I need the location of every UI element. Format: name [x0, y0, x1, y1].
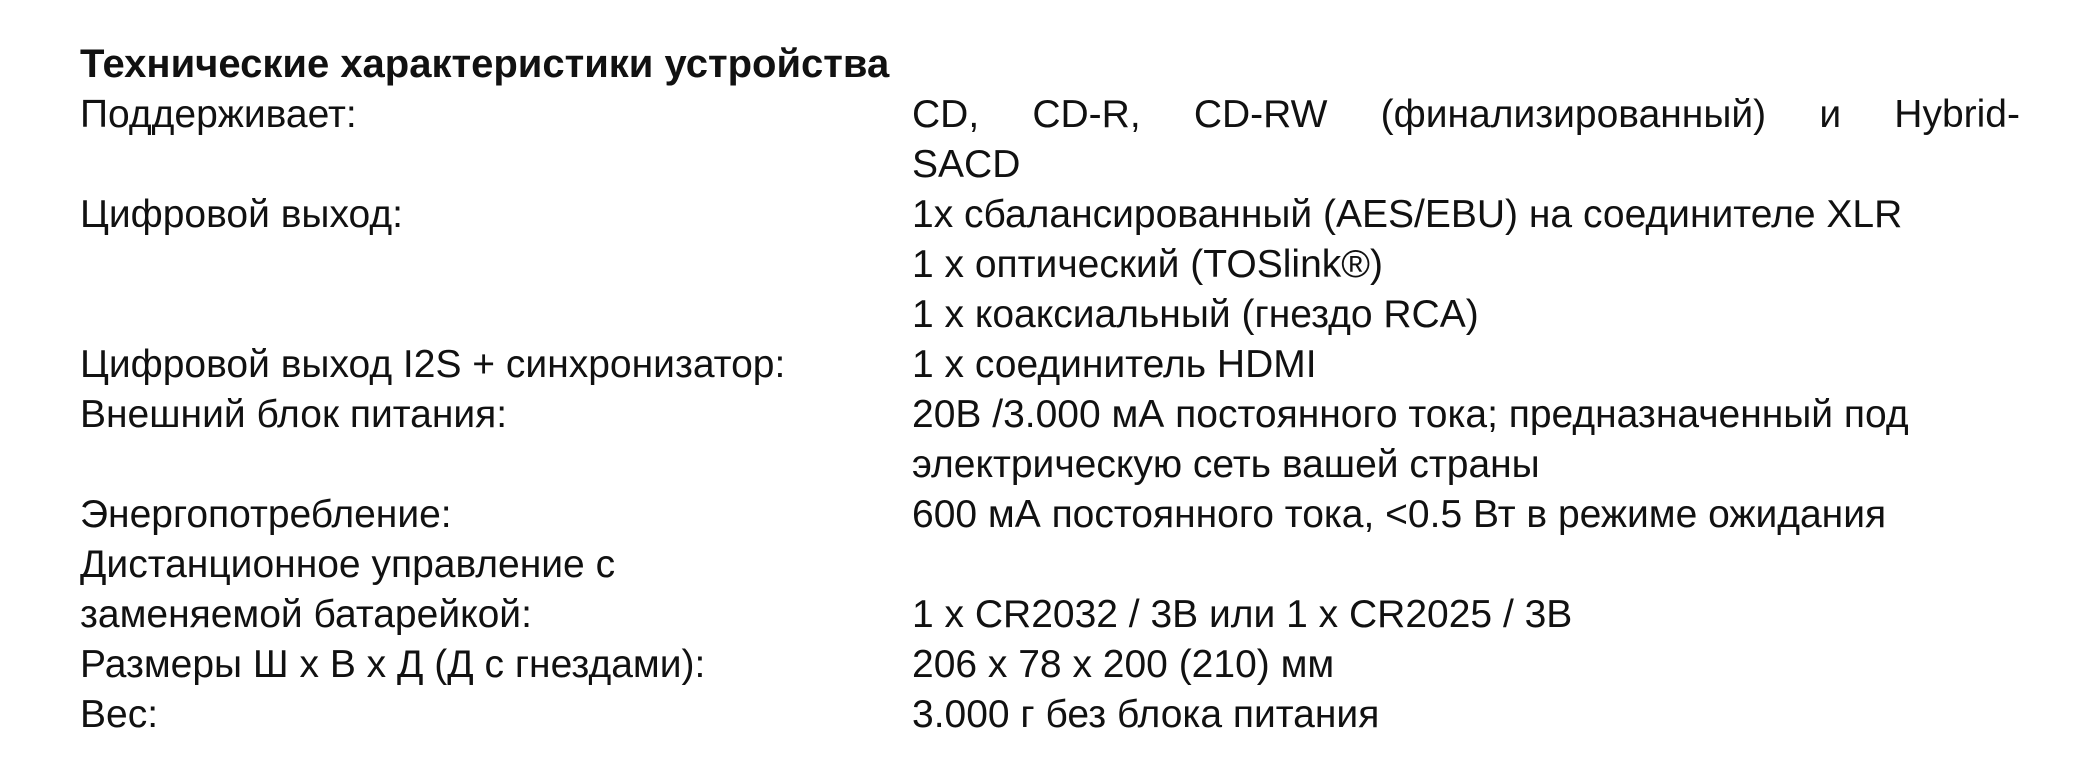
spec-label: Внешний блок питания:: [80, 393, 508, 436]
spec-value-line: 1 x соединитель HDMI: [912, 343, 1317, 386]
spec-row-power-consumption: [80, 490, 2020, 540]
spec-label: Вес:: [80, 693, 159, 736]
spec-label: Поддерживает:: [80, 93, 357, 136]
spec-value-line: 1x сбалансированный (AES/EBU) на соединителе XLR: [912, 193, 1903, 236]
spec-value: [912, 190, 2020, 340]
spacer: [912, 540, 2020, 590]
spec-table: [80, 90, 2020, 740]
spec-row-supports: [80, 90, 2020, 190]
spec-value-line: 1 x оптический (TOSlink®): [912, 243, 1383, 286]
page-title: Технические характеристики устройства: [80, 42, 890, 86]
spec-value-line: CD, CD-R, CD-RW (финализированный) и Hybrid-: [912, 93, 2020, 136]
spec-label-line: Дистанционное управление с: [80, 543, 616, 586]
spec-value-line: 206 x 78 x 200 (210) мм: [912, 643, 1335, 686]
spec-value-line: 1 x CR2032 / 3В или 1 x CR2025 / 3В: [912, 593, 1573, 636]
spec-label-line: заменяемой батарейкой:: [80, 593, 532, 636]
spec-row-weight: [80, 690, 2020, 740]
spec-value: [912, 640, 2020, 690]
spec-value-line: 1 x коаксиальный (гнездо RCA): [912, 293, 1479, 336]
spec-label: Цифровой выход I2S + синхронизатор:: [80, 343, 786, 386]
spec-row-i2s-output: [80, 340, 2020, 390]
spec-value: [912, 490, 2020, 540]
spec-value-line: SACD: [912, 143, 1021, 186]
spec-row-digital-output: [80, 190, 2020, 340]
spec-row-power-supply: [80, 390, 2020, 490]
spec-value-line: 20В /3.000 мА постоянного тока; предназначенный под: [912, 393, 1909, 436]
spec-label: Энергопотребление:: [80, 493, 452, 536]
spec-label: Размеры Ш x В x Д (Д с гнездами):: [80, 643, 706, 686]
spec-value: [912, 340, 2020, 390]
spec-value: [912, 390, 2020, 490]
spec-value: [912, 690, 2020, 740]
spec-label: [80, 540, 912, 640]
spec-document: [80, 38, 2020, 740]
spec-value-line: 3.000 г без блока питания: [912, 693, 1380, 736]
spec-value: [912, 540, 2020, 640]
spec-row-remote-control: [80, 540, 2020, 640]
spec-value-line: электрическую сеть вашей страны: [912, 443, 1540, 486]
spec-label: Цифровой выход:: [80, 193, 403, 236]
spec-row-dimensions: [80, 640, 2020, 690]
spec-value: [912, 90, 2020, 190]
spec-value-line: 600 мА постоянного тока, <0.5 Вт в режиме ожидания: [912, 493, 1887, 536]
